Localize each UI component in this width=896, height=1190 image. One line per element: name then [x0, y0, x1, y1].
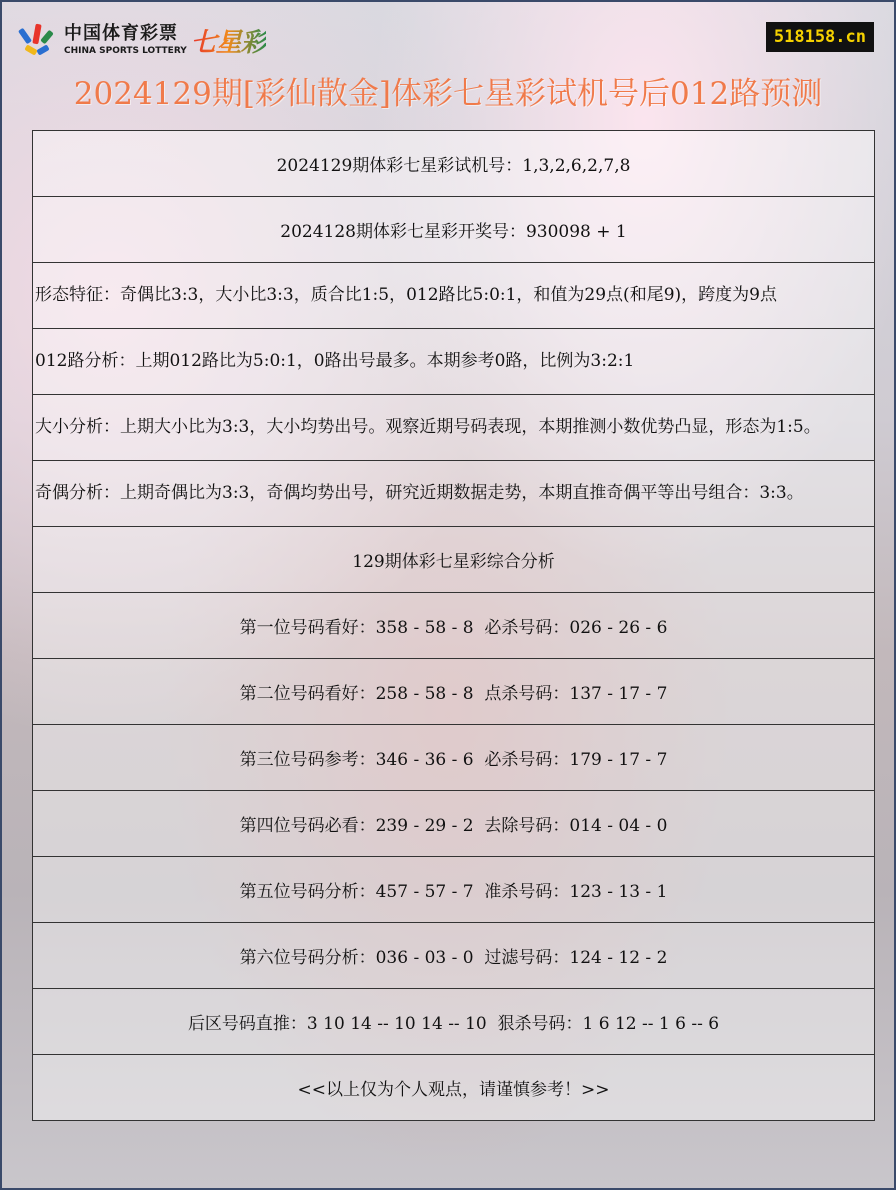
logo-chinese-text: 中国体育彩票: [64, 22, 178, 44]
logo-english-text: CHINA SPORTS LOTTERY: [64, 45, 187, 56]
site-badge: 518158.cn: [766, 22, 874, 52]
route-analysis-row: 012路分析：上期012路比为5:0:1，0路出号最多。本期参考0路，比例为3:2:1: [33, 329, 874, 395]
page-title: 2024129期[彩仙散金]体彩七星彩试机号后012路预测: [73, 76, 823, 112]
logo-brand-text: 七星彩: [191, 22, 266, 59]
lottery-logo-icon: [20, 22, 56, 58]
position-1-row: 第一位号码看好：358 - 58 - 8 必杀号码：026 - 26 - 6: [33, 593, 874, 659]
test-number-row: 2024129期体彩七星彩试机号：1,3,2,6,2,7,8: [33, 131, 874, 197]
position-4-row: 第四位号码必看：239 - 29 - 2 去除号码：014 - 04 - 0: [33, 791, 874, 857]
draw-result-row: 2024128期体彩七星彩开奖号：930098 + 1: [33, 197, 874, 263]
position-6-row: 第六位号码分析：036 - 03 - 0 过滤号码：124 - 12 - 2: [33, 923, 874, 989]
lottery-logo: [20, 20, 266, 60]
size-analysis-row: 大小分析：上期大小比为3:3，大小均势出号。观察近期号码表现，本期推测小数优势凸显，形态为1:5。: [33, 395, 874, 461]
pattern-features-row: 形态特征：奇偶比3:3，大小比3:3，质合比1:5，012路比5:0:1，和值为29点(和尾9)，跨度为9点: [33, 263, 874, 329]
position-3-row: 第三位号码参考：346 - 36 - 6 必杀号码：179 - 17 - 7: [33, 725, 874, 791]
comprehensive-analysis-heading: 129期体彩七星彩综合分析: [33, 527, 874, 593]
position-2-row: 第二位号码看好：258 - 58 - 8 点杀号码：137 - 17 - 7: [33, 659, 874, 725]
parity-analysis-row: 奇偶分析：上期奇偶比为3:3，奇偶均势出号，研究近期数据走势，本期直推奇偶平等出号组合：3:3。: [33, 461, 874, 527]
position-5-row: 第五位号码分析：457 - 57 - 7 准杀号码：123 - 13 - 1: [33, 857, 874, 923]
disclaimer-row: <<以上仅为个人观点，请谨慎参考！>>: [297, 1080, 610, 1100]
back-zone-row: 后区号码直推：3 10 14 -- 10 14 -- 10 狠杀号码：1 6 12 -- 1 6 -- 6: [33, 989, 874, 1055]
prediction-table: [32, 130, 875, 1121]
